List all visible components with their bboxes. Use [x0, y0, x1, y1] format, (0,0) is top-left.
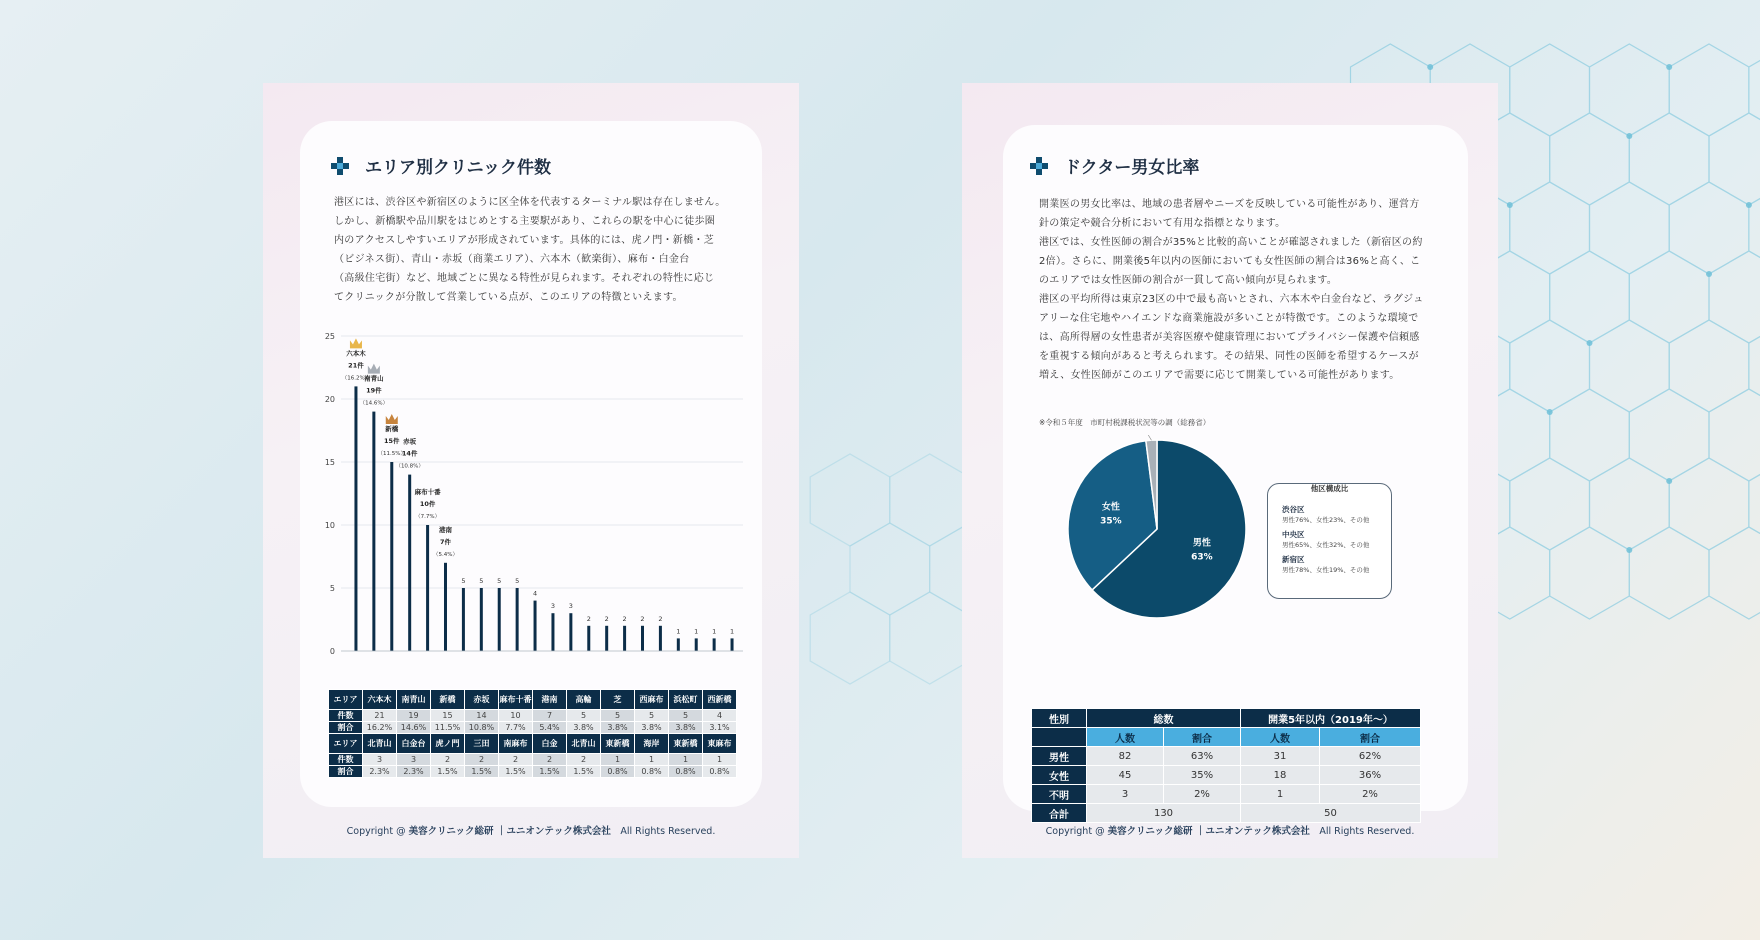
table-cell: 三田 — [465, 734, 499, 754]
bar-count-label: 21件 — [348, 361, 364, 370]
bar-pct-label: （11.5%） — [377, 451, 407, 457]
right-para-line: を重視する傾向があると考えられます。その結果、同性の医師を希望するケースが — [1039, 351, 1419, 362]
left-para-line: 内のアクセスしやすいエリアが形成されています。具体的には、虎ノ門・新橋・芝 — [334, 235, 714, 246]
cell: 2% — [1320, 785, 1421, 804]
table-cell: 新橋 — [431, 690, 465, 710]
table-cell: 3.8% — [601, 722, 635, 734]
bar — [354, 386, 357, 651]
crown-icon — [386, 414, 398, 424]
table-cell: 2.3% — [397, 766, 431, 778]
th-ratio: 割合 — [1320, 728, 1421, 747]
table-cell: 1.5% — [499, 766, 533, 778]
table-cell: 1 — [601, 754, 635, 766]
right-para-line: アリーな住宅地やハイエンドな商業施設が多いことが特徴です。このような環境で — [1039, 313, 1419, 324]
right-para-line: 港区では、女性医師の割合が35%と比較的高いことが確認されました（新宿区の約 — [1039, 237, 1423, 248]
pct-row — [329, 722, 737, 734]
table-cell: 3.8% — [669, 722, 703, 734]
bar — [390, 462, 393, 651]
th-count: 人数 — [1241, 728, 1320, 747]
row-header: 割合 — [329, 722, 363, 734]
left-para-line: （ビジネス街）、青山・赤坂（商業エリア）、六本木（歓楽街）、麻布・白金台 — [334, 254, 690, 265]
legend-title: 他区構成比 — [1268, 483, 1391, 494]
bar — [659, 626, 662, 651]
table-cell: 3.1% — [703, 722, 737, 734]
bar-pct-label: （7.7%） — [415, 514, 441, 520]
bar-count-label: 19件 — [366, 386, 382, 395]
legend-ward-name: 渋谷区 — [1282, 505, 1305, 514]
table-cell: 2 — [431, 754, 465, 766]
row-header: 件数 — [329, 754, 363, 766]
bar — [516, 588, 519, 651]
table-cell: 芝 — [601, 690, 635, 710]
table-cell: 2.3% — [363, 766, 397, 778]
bar-area-label: 港南 — [439, 525, 452, 534]
th-recent: 開業5年以内（2019年〜） — [1241, 709, 1421, 728]
cell: 2% — [1164, 785, 1241, 804]
bar — [695, 638, 698, 651]
bar-value-label: 1 — [712, 627, 717, 636]
table-cell: 東新橋 — [669, 734, 703, 754]
right-title — [1030, 153, 1199, 178]
th-empty — [1032, 728, 1087, 747]
area-row — [329, 690, 737, 710]
gender-table — [1031, 708, 1421, 823]
table-cell: 1.5% — [567, 766, 601, 778]
pct-row — [329, 766, 737, 778]
cell: 1 — [1241, 785, 1320, 804]
table-cell: 0.8% — [669, 766, 703, 778]
th-ratio: 割合 — [1164, 728, 1241, 747]
cell: 45 — [1087, 766, 1164, 785]
bar-area-label: 南青山 — [364, 374, 384, 383]
left-paragraph — [334, 193, 744, 307]
right-para-line: 針の策定や競合分析において有用な指標となります。 — [1039, 218, 1286, 229]
bar — [480, 588, 483, 651]
right-paragraph — [1039, 195, 1459, 385]
right-para-line: のエリアでは女性医師の割合が一貫して高い傾向が見られます。 — [1039, 275, 1338, 286]
area-clinic-bar-chart — [325, 326, 755, 666]
row-header: 件数 — [329, 710, 363, 722]
th-total: 総数 — [1087, 709, 1241, 728]
right-card — [1003, 125, 1468, 821]
table-cell: 海岸 — [635, 734, 669, 754]
table-cell: 浜松町 — [669, 690, 703, 710]
right-para-line: 開業医の男女比率は、地域の患者層やニーズを反映している可能性があり、運営方 — [1039, 199, 1420, 210]
table-cell: 2 — [465, 754, 499, 766]
bar-value-label: 5 — [515, 577, 520, 585]
table-cell: 東新橋 — [601, 734, 635, 754]
right-title-text: ドクター男女比率 — [1064, 158, 1200, 178]
legend-ward-value: 男性76%、女性23%、その他 — [1282, 516, 1370, 524]
pie-value: 63% — [1191, 552, 1213, 563]
bar — [534, 601, 537, 651]
bar-area-label: 六本木 — [346, 349, 366, 358]
table-cell: 六本木 — [363, 690, 397, 710]
bar — [641, 626, 644, 651]
table-cell: 東麻布 — [703, 734, 737, 754]
bar — [587, 626, 590, 651]
table-cell: 1 — [635, 754, 669, 766]
bar — [731, 638, 734, 651]
bar — [677, 638, 680, 651]
table-cell: 5.4% — [533, 722, 567, 734]
bar-pct-label: （5.4%） — [433, 551, 458, 558]
bar-value-label: 2 — [586, 614, 591, 623]
bar-value-label: 2 — [604, 614, 609, 623]
table-cell: 10 — [499, 710, 533, 722]
bar-count-label: 7件 — [439, 537, 452, 546]
bar-value-label: 3 — [568, 602, 573, 611]
y-tick-label: 5 — [329, 584, 335, 593]
cell: 3 — [1087, 785, 1164, 804]
table-cell: 北青山 — [567, 734, 601, 754]
bar-value-label: 1 — [694, 627, 699, 636]
bar — [462, 588, 465, 651]
left-card — [300, 121, 762, 807]
bar-value-label: 3 — [550, 602, 556, 611]
table-cell: 7 — [533, 710, 567, 722]
row-label: 合計 — [1032, 804, 1087, 823]
row-label: 不明 — [1032, 785, 1087, 804]
legend-ward-name: 新宿区 — [1282, 555, 1305, 564]
right-para-line: 増え、女性医師がこのエリアで需要に応じて開業している可能性があります。 — [1039, 370, 1400, 381]
bar-pct-label: （14.6%） — [359, 400, 389, 407]
doctor-gender-pie-chart — [1043, 435, 1263, 635]
row-header: 割合 — [329, 766, 363, 778]
th-count: 人数 — [1087, 728, 1164, 747]
bar-value-label: 5 — [461, 577, 466, 585]
table-cell: 5 — [601, 710, 635, 722]
cell: 36% — [1320, 766, 1421, 785]
bar — [569, 613, 572, 651]
bar-count-label: 10件 — [419, 500, 436, 508]
y-tick-label: 15 — [325, 458, 335, 467]
y-tick-label: 0 — [329, 647, 335, 656]
bar-pct-label: （10.8%） — [395, 463, 424, 470]
left-title — [331, 153, 551, 178]
pie-label: 男性 — [1192, 538, 1211, 549]
table-cell: 赤坂 — [465, 690, 499, 710]
left-para-line: てクリニックが分散して営業している点が、このエリアの特徴といえます。 — [334, 292, 683, 303]
y-tick-label: 25 — [325, 332, 335, 341]
bar-pct-label: （16.2%） — [341, 375, 371, 382]
legend-ward-value: 男性78%、女性19%、その他 — [1282, 566, 1370, 574]
bar — [444, 563, 447, 651]
table-cell: 3 — [397, 754, 431, 766]
bar-value-label: 1 — [676, 627, 681, 636]
bar-value-label: 2 — [622, 614, 627, 623]
bar — [551, 613, 554, 651]
cell: 63% — [1164, 747, 1241, 766]
bar — [426, 525, 429, 651]
count-row — [329, 754, 737, 766]
table-cell: 14.6% — [397, 722, 431, 734]
bar — [408, 475, 411, 651]
footer-brand: 美容クリニック総研 ｜ユニオンテック株式会社 — [1107, 826, 1310, 837]
table-cell: 11.5% — [431, 722, 465, 734]
y-tick-label: 10 — [325, 521, 335, 530]
area-table — [328, 689, 737, 778]
table-cell: 3 — [363, 754, 397, 766]
table-cell: 西新橋 — [703, 690, 737, 710]
row-header: エリア — [329, 690, 363, 710]
other-ward-legend — [1267, 483, 1392, 599]
left-page — [263, 83, 799, 858]
row-header: エリア — [329, 734, 363, 754]
bar — [713, 638, 716, 651]
left-footer — [263, 823, 799, 837]
table-cell: 14 — [465, 710, 499, 722]
cell-total: 130 — [1087, 804, 1241, 823]
crown-icon — [368, 364, 380, 374]
medical-cross-icon — [331, 157, 349, 175]
pie-leader-line — [1145, 435, 1151, 440]
bar-count-label: 14件 — [401, 449, 418, 458]
medical-cross-icon — [1030, 157, 1048, 175]
table-cell: 7.7% — [499, 722, 533, 734]
th-gender: 性別 — [1032, 709, 1087, 728]
bar-value-label: 5 — [497, 577, 502, 585]
bar-value-label: 4 — [532, 589, 538, 598]
bar — [372, 412, 375, 651]
table-cell: 1.5% — [533, 766, 567, 778]
table-cell: 1.5% — [465, 766, 499, 778]
table-cell: 19 — [397, 710, 431, 722]
left-para-line: 港区には、渋谷区や新宿区のように区全体を代表するターミナル駅は存在しません。 — [334, 197, 726, 208]
left-para-line: しかし、新橋駅や品川駅をはじめとする主要駅があり、これらの駅を中心に徒歩圏 — [334, 216, 716, 227]
footer-suffix: All Rights Reserved. — [610, 826, 716, 837]
table-cell: 2 — [533, 754, 567, 766]
table-cell: 0.8% — [635, 766, 669, 778]
legend-ward-name: 中央区 — [1282, 530, 1305, 539]
footer-prefix: Copyright @ — [1045, 826, 1108, 837]
table-cell: 3.8% — [635, 722, 669, 734]
table-cell: 1 — [669, 754, 703, 766]
row-label: 女性 — [1032, 766, 1087, 785]
cell: 35% — [1164, 766, 1241, 785]
area-row — [329, 734, 737, 754]
bar — [605, 626, 608, 651]
bar-area-label: 麻布十番 — [414, 488, 441, 496]
table-cell: 北青山 — [363, 734, 397, 754]
table-cell: 港南 — [533, 690, 567, 710]
source-note: ※令和５年度 市町村税課税状況等の調（総務省） — [1039, 418, 1211, 427]
y-tick-label: 20 — [325, 395, 335, 404]
table-cell: 高輪 — [567, 690, 601, 710]
table-cell: 西麻布 — [635, 690, 669, 710]
right-page — [962, 83, 1498, 858]
footer-brand: 美容クリニック総研 ｜ユニオンテック株式会社 — [408, 826, 611, 837]
bar-value-label: 1 — [729, 627, 735, 636]
right-para-line: 港区の平均所得は東京23区の中で最も高いとされ、六本木や白金台など、ラグジュ — [1039, 294, 1424, 305]
footer-suffix: All Rights Reserved. — [1309, 826, 1415, 837]
table-cell: 5 — [669, 710, 703, 722]
bar-area-label: 新橋 — [385, 425, 399, 433]
bar — [498, 588, 501, 651]
bar-value-label: 2 — [640, 614, 645, 623]
table-cell: 南青山 — [397, 690, 431, 710]
footer-prefix: Copyright @ — [346, 826, 409, 837]
bar — [623, 626, 626, 651]
right-para-line: 2倍）。さらに、開業後5年以内の医師においても女性医師の割合は36%と高く、こ — [1039, 256, 1421, 267]
pie-label: 女性 — [1101, 502, 1120, 513]
table-cell: 21 — [363, 710, 397, 722]
table-cell: 0.8% — [703, 766, 737, 778]
right-para-line: は、高所得層の女性患者が美容医療や健康管理においてプライバシー保護や信頼感 — [1039, 332, 1420, 343]
legend-ward-value: 男性65%、女性32%、その他 — [1282, 541, 1370, 549]
table-cell: 3.8% — [567, 722, 601, 734]
cell-total: 50 — [1241, 804, 1421, 823]
table-cell: 10.8% — [465, 722, 499, 734]
crown-icon — [350, 338, 362, 348]
pie-value: 35% — [1100, 516, 1122, 527]
left-para-line: （高級住宅街）など、地域ごとに異なる特性が見られます。それぞれの特性に応じ — [334, 273, 715, 284]
table-cell: 0.8% — [601, 766, 635, 778]
cell: 62% — [1320, 747, 1421, 766]
table-cell: 16.2% — [363, 722, 397, 734]
table-cell: 白金台 — [397, 734, 431, 754]
table-cell: 2 — [499, 754, 533, 766]
table-cell: 1 — [703, 754, 737, 766]
right-footer — [962, 823, 1498, 837]
table-cell: 5 — [567, 710, 601, 722]
table-cell: 虎ノ門 — [431, 734, 465, 754]
table-cell: 白金 — [533, 734, 567, 754]
cell: 31 — [1241, 747, 1320, 766]
left-title-text: エリア別クリニック件数 — [365, 158, 551, 178]
table-cell: 2 — [567, 754, 601, 766]
table-cell: 麻布十番 — [499, 690, 533, 710]
bar-area-label: 赤坂 — [403, 437, 417, 446]
table-cell: 4 — [703, 710, 737, 722]
table-cell: 1.5% — [431, 766, 465, 778]
bar-count-label: 15件 — [383, 437, 400, 445]
bar-value-label: 5 — [479, 577, 484, 585]
cell: 18 — [1241, 766, 1320, 785]
count-row — [329, 710, 737, 722]
table-cell: 15 — [431, 710, 465, 722]
table-cell: 5 — [635, 710, 669, 722]
bar-value-label: 2 — [658, 614, 663, 623]
row-label: 男性 — [1032, 747, 1087, 766]
cell: 82 — [1087, 747, 1164, 766]
table-cell: 南麻布 — [499, 734, 533, 754]
